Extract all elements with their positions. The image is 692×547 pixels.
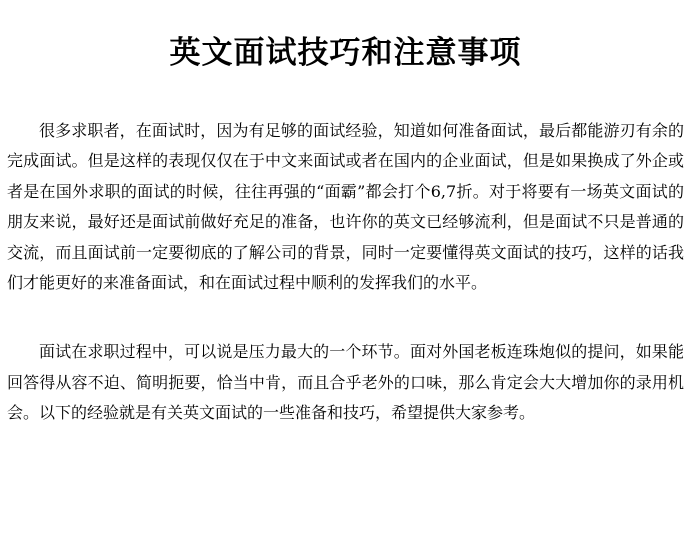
paragraph-intro: 很多求职者，在面试时，因为有足够的面试经验，知道如何准备面试，最后都能游刃有余的完成面试。但是这样的表现仅仅在于中文来面试或者在国内的企业面试，但是如果换成了外企或者是在国外求职的面试的时候，往往再强的“面霸”都会打个6,7折。对于将要有一场英文面试的朋友来说，最好还是面试前做好充足的准备，也许你的英文已经够流利，但是面试不只是普通的交流，而且面试前一定要彻底的了解公司的背景，同时一定要懂得英文面试的技巧，这样的话我们才能更好的来准备面试，和在面试过程中顺利的发挥我们的水平。	[7, 121, 684, 293]
document-title: 英文面试技巧和注意事项	[169, 35, 522, 71]
paragraph-pressure: 面试在求职过程中，可以说是压力最大的一个环节。面对外国老板连珠炮似的提问，如果能回答得从容不迫、简明扼要，恰当中肯，而且合乎老外的口味，那么肯定会大大增加你的录用机会。以下的经验就是有关英文面试的一些准备和技巧，希望提供大家参考。	[7, 342, 684, 423]
